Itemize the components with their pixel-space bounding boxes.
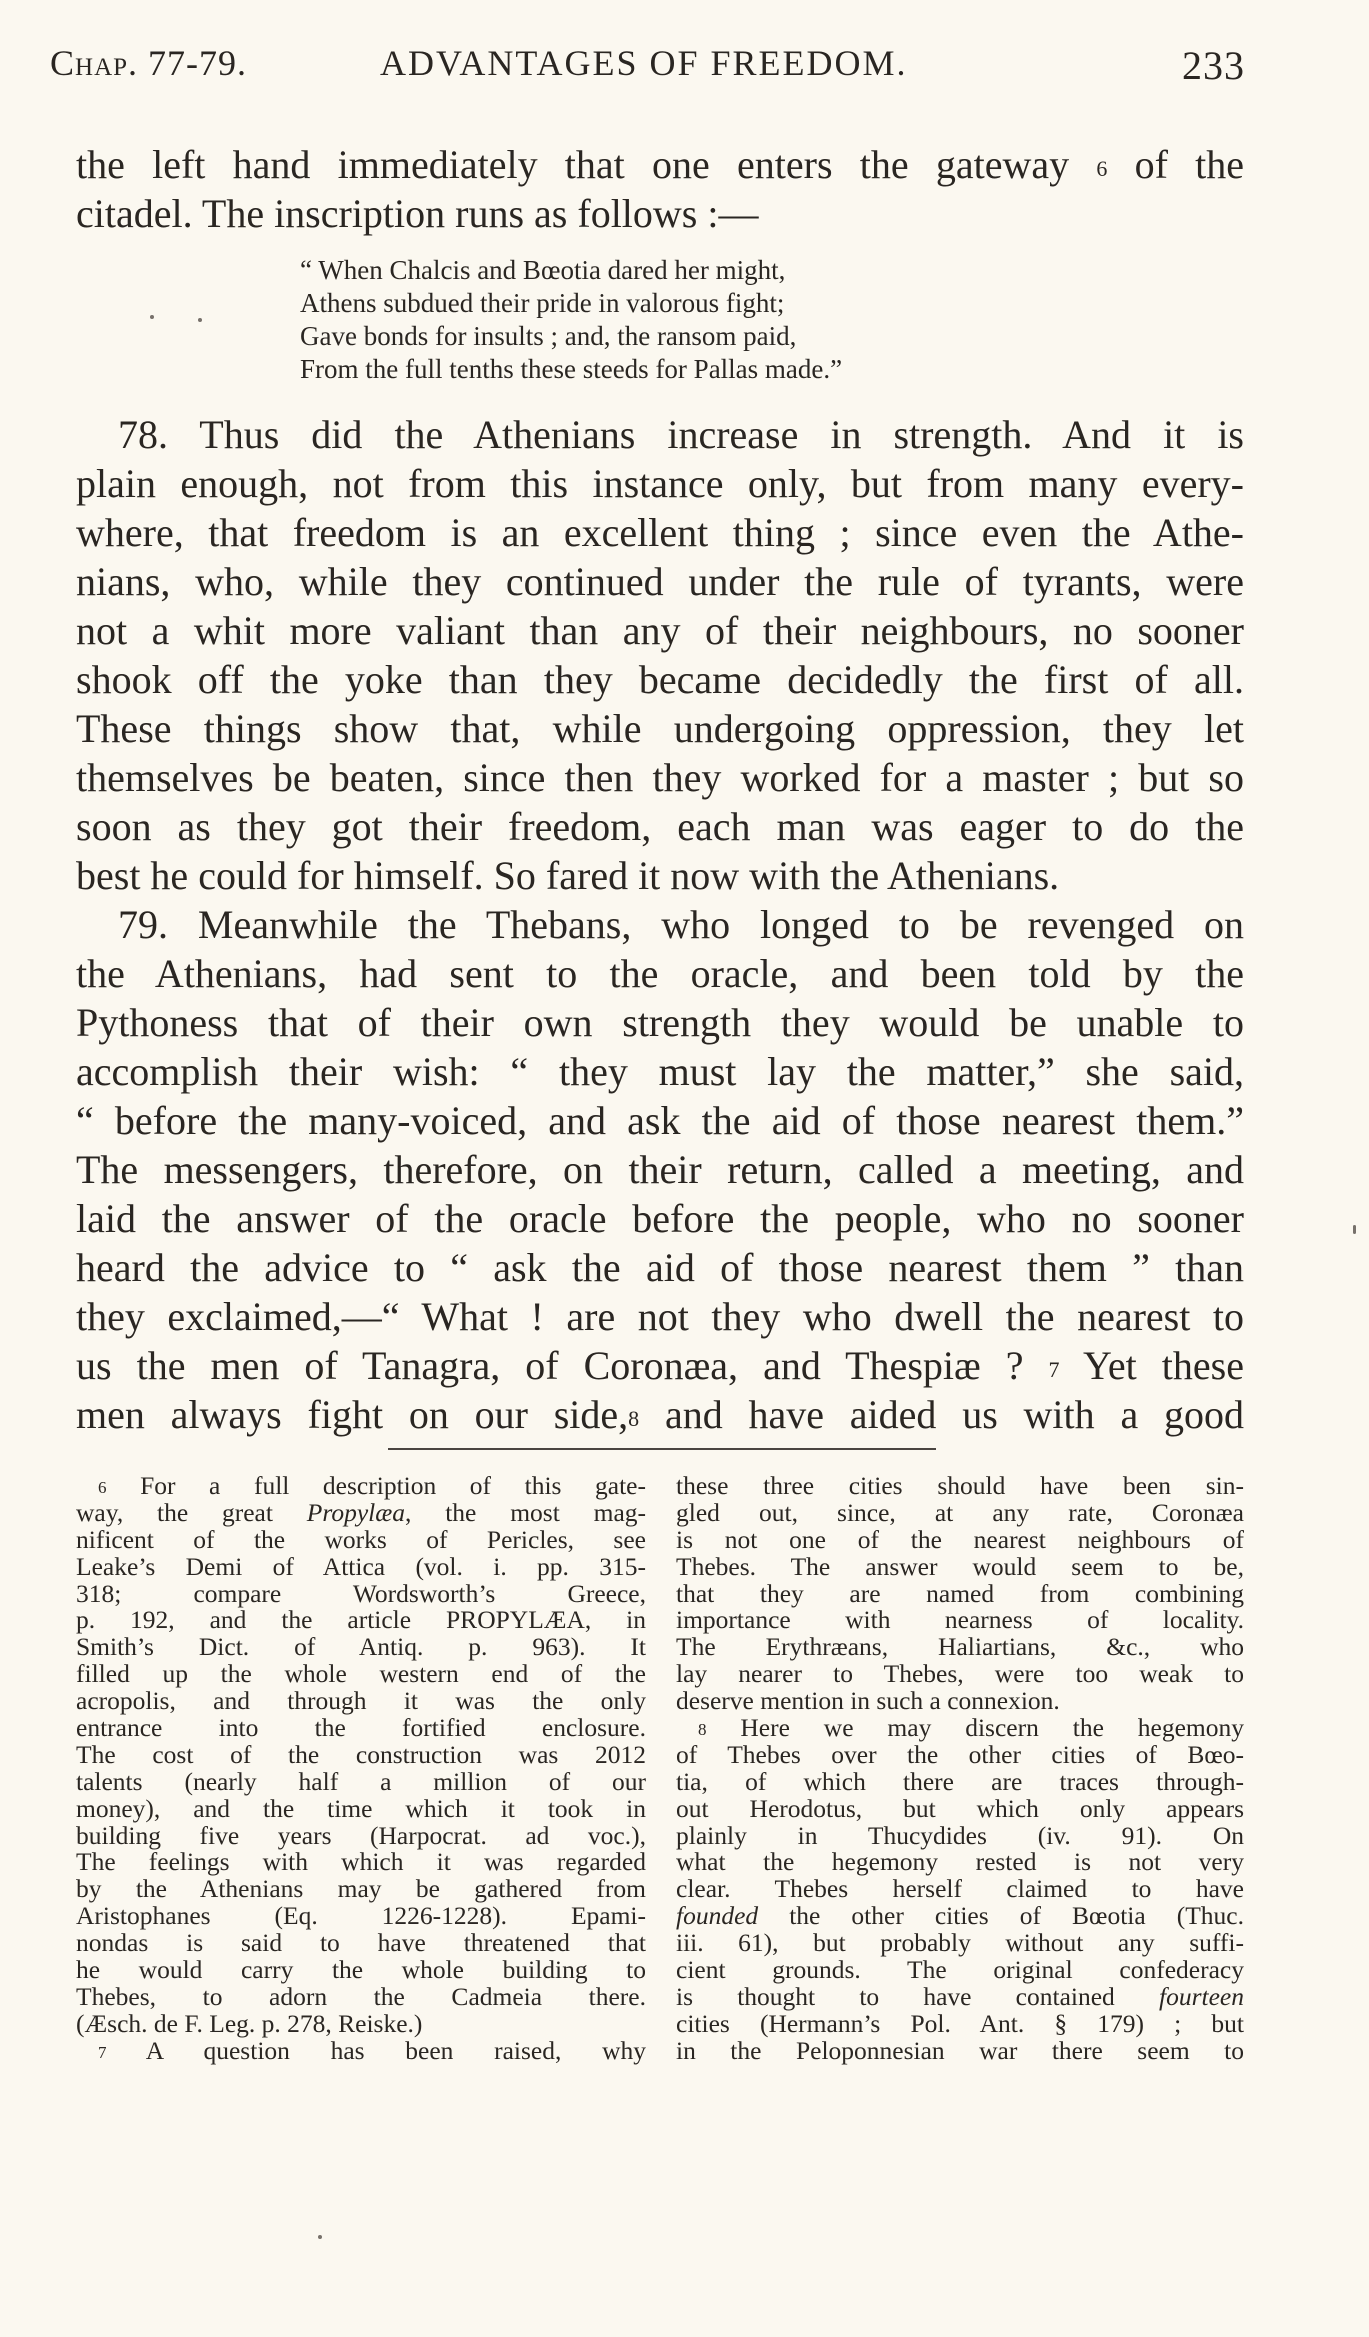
footnote-line: cities (Hermann’s Pol. Ant. § 179) ; but xyxy=(676,2008,1244,2038)
footnote-line: way, the great Propylæa, the most mag- xyxy=(76,1497,646,1527)
footnote-line: entrance into the fortified enclosure. xyxy=(76,1713,646,1743)
footnote-line: acropolis, and through it was the only xyxy=(76,1686,646,1716)
footnote-line: Leake’s Demi of Attica (vol. i. pp. 315- xyxy=(76,1551,646,1581)
text-line: not a whit more valiant than any of their neighbours, no sooner xyxy=(76,608,1244,653)
paragraph-78 xyxy=(76,410,1244,900)
footnote-line: by the Athenians may be gathered from xyxy=(76,1874,646,1904)
text-line: “ before the many-voiced, and ask the aid of those nearest them.” xyxy=(76,1098,1244,1143)
footnote-line: $^7$ A question has been raised, why xyxy=(98,2035,646,2065)
footnote-ref-7: 7 xyxy=(1048,1357,1060,1382)
ink-speck xyxy=(150,315,154,319)
footnote-line: p. 192, and the article PROPYLÆA, in xyxy=(76,1605,646,1635)
footnote-line: Smith’s Dict. of Antiq. p. 963). It xyxy=(76,1632,646,1662)
footnote-line: nificent of the works of Pericles, see xyxy=(76,1524,646,1554)
text-line: best he could for himself. So fared it now with the Athenians. xyxy=(76,853,1060,898)
footnote-line: clear. Thebes herself claimed to have xyxy=(676,1874,1244,1904)
text-line: The messengers, therefore, on their return, called a meeting, and xyxy=(76,1147,1244,1192)
footnote-line: Thebes, to adorn the Cadmeia there. xyxy=(76,1981,646,2011)
footnote-line: importance with nearness of locality. xyxy=(676,1605,1244,1635)
footnote-line: building five years (Harpocrat. ad voc.), xyxy=(76,1820,646,1850)
footnote-line: that they are named from combining xyxy=(676,1578,1244,1608)
text-line: 79. Meanwhile the Thebans, who longed to be revenged on xyxy=(118,902,1244,947)
footnote-line: of Thebes over the other cities of Bœo- xyxy=(676,1739,1244,1769)
footnote-line: he would carry the whole building to xyxy=(76,1955,646,1985)
footnote-line: in the Peloponnesian war there seem to xyxy=(676,2035,1244,2065)
chapter-range: Chap. 77-79. xyxy=(50,43,248,83)
page-number: 233 xyxy=(1182,43,1245,88)
footnote-number: 7 xyxy=(98,2042,107,2062)
text-line: accomplish their wish: “ they must lay the matter,” she said, xyxy=(76,1049,1244,1094)
verse-line: Athens subdued their pride in valorous fight; xyxy=(300,288,785,318)
footnotes-left-column xyxy=(76,1473,646,2065)
verse-line: Gave bonds for insults ; and, the ransom paid, xyxy=(300,321,797,351)
text-line: men always fight on our side,$^8$ and have aided us with a good xyxy=(76,1392,1244,1437)
verse-line: “ When Chalcis and Bœotia dared her might, xyxy=(300,255,786,285)
footnote-line: what the hegemony rested is not very xyxy=(676,1847,1244,1877)
text-line: soon as they got their freedom, each man was eager to do the xyxy=(76,804,1244,849)
footnote-line: $^6$ For a full description of this gate- xyxy=(98,1471,646,1500)
text-line: citadel. The inscription runs as follows :— xyxy=(76,191,759,236)
text-line: These things show that, while undergoing oppression, they let xyxy=(76,706,1244,751)
footnote-number: 6 xyxy=(98,1478,107,1497)
text-line: they exclaimed,—“ What ! are not they who dwell the nearest to xyxy=(76,1294,1244,1339)
footnote-line: is not one of the nearest neighbours of xyxy=(676,1524,1244,1554)
text-line: themselves be beaten, since then they worked for a master ; but so xyxy=(76,755,1244,800)
footnote-line: is thought to have contained fourteen xyxy=(676,1981,1244,2011)
footnote-line: 318; compare Wordsworth’s Greece, xyxy=(76,1578,646,1608)
footnote-line: lay nearer to Thebes, were too weak to xyxy=(676,1659,1244,1689)
footnote-line: iii. 61), but probably without any suffi- xyxy=(676,1928,1244,1958)
text-line: laid the answer of the oracle before the people, who no sooner xyxy=(76,1196,1244,1241)
footnote-line: The cost of the construction was 2012 xyxy=(76,1739,646,1769)
text-line: heard the advice to “ ask the aid of those nearest them ” than xyxy=(76,1245,1244,1290)
footnote-line: Aristophanes (Eq. 1226-1228). Epami- xyxy=(76,1901,646,1931)
footnote-line: founded the other cities of Bœotia (Thuc. xyxy=(676,1901,1244,1931)
paragraph-79 xyxy=(76,900,1244,1439)
running-head xyxy=(50,42,1245,92)
footnote-line: nondas is said to have threatened that xyxy=(76,1928,646,1958)
footnote-line: these three cities should have been sin- xyxy=(676,1471,1244,1500)
text-line: us the men of Tanagra, of Coronæa, and Thespiæ ? $^7$ Yet these xyxy=(76,1343,1244,1388)
footnote-line: $^8$ Here we may discern the hegemony xyxy=(698,1713,1244,1743)
footnote-line: The Erythræans, Haliartians, &c., who xyxy=(676,1632,1244,1662)
footnote-line: talents (nearly half a million of our xyxy=(76,1766,646,1796)
footnote-number: 8 xyxy=(698,1720,707,1740)
footnote-line: The feelings with which it was regarded xyxy=(76,1847,646,1877)
footnote-line: cient grounds. The original confederacy xyxy=(676,1955,1244,1985)
footnote-ref-6: 6 xyxy=(1096,156,1108,181)
text-line: 78. Thus did the Athenians increase in strength. And it is xyxy=(118,412,1244,457)
main-text xyxy=(76,140,1244,238)
footnote-line: (Æsch. de F. Leg. p. 278, Reiske.) xyxy=(76,2008,423,2038)
ink-speck xyxy=(198,318,202,322)
footnotes-right-column xyxy=(676,1473,1244,2065)
ink-speck xyxy=(1353,1225,1356,1234)
running-title: ADVANTAGES OF FREEDOM. xyxy=(380,43,908,83)
text-line: the left hand immediately that one enters the gateway $^6$ of the xyxy=(76,142,1244,187)
text-line: Pythoness that of their own strength they would be unable to xyxy=(76,1000,1244,1045)
text-line: nians, who, while they continued under the rule of tyrants, were xyxy=(76,559,1244,604)
text-line: shook off the yoke than they became decidedly the first of all. xyxy=(76,657,1244,702)
text-line: where, that freedom is an excellent thing ; since even the Athe- xyxy=(76,510,1244,555)
text-line: the Athenians, had sent to the oracle, and been told by the xyxy=(76,951,1244,996)
ink-speck xyxy=(318,2235,322,2239)
footnote-line: tia, of which there are traces through- xyxy=(676,1766,1244,1796)
footnote-ref-8: 8 xyxy=(628,1406,640,1431)
footnote-rule xyxy=(388,1448,936,1450)
footnote-line: money), and the time which it took in xyxy=(76,1793,646,1823)
footnote-line: gled out, since, at any rate, Coronæa xyxy=(676,1497,1244,1527)
inscription-verse xyxy=(300,254,1000,386)
footnote-line: deserve mention in such a connexion. xyxy=(676,1686,1060,1716)
verse-line: From the full tenths these steeds for Pallas made.” xyxy=(300,354,843,384)
footnote-line: plainly in Thucydides (iv. 91). On xyxy=(676,1820,1244,1850)
footnote-line: out Herodotus, but which only appears xyxy=(676,1793,1244,1823)
footnote-line: filled up the whole western end of the xyxy=(76,1659,646,1689)
text-line: plain enough, not from this instance only, but from many every- xyxy=(76,461,1244,506)
footnote-line: Thebes. The answer would seem to be, xyxy=(676,1551,1244,1581)
